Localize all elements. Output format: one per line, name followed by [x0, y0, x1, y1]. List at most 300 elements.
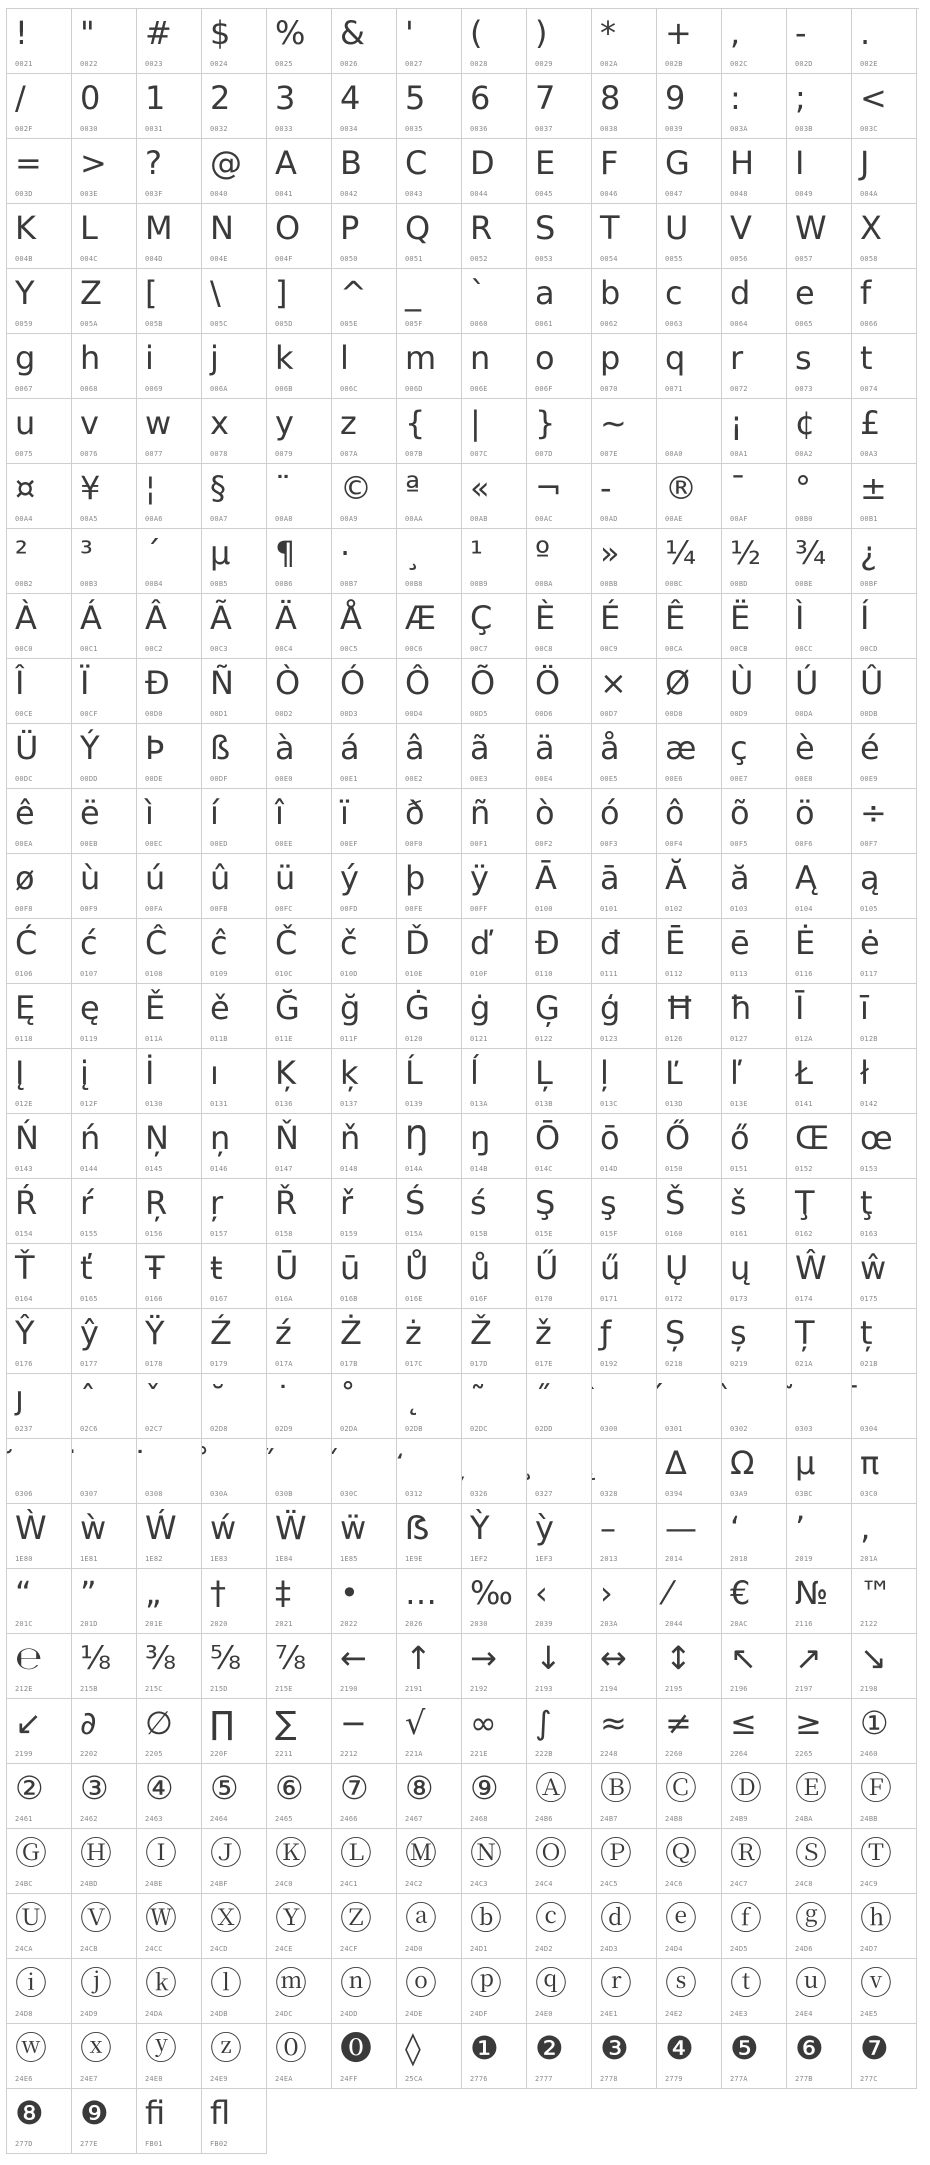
glyph-code: 0155 — [80, 1230, 98, 1238]
glyph-cell — [137, 464, 202, 529]
glyph-char: ∞ — [470, 1704, 497, 1742]
glyph-char: ¿ — [860, 534, 877, 572]
glyph-cell — [397, 269, 462, 334]
glyph-code: 00C0 — [15, 645, 33, 653]
glyph-cell — [137, 1894, 202, 1959]
glyph-cell — [527, 269, 592, 334]
glyph-cell — [852, 1829, 917, 1894]
glyph-code: 0175 — [860, 1295, 878, 1303]
glyph-code: 0039 — [665, 125, 683, 133]
glyph-char: Đ — [535, 924, 560, 962]
glyph-char: Ś — [405, 1184, 426, 1222]
glyph-char: ö — [795, 794, 815, 832]
glyph-char: ñ — [470, 794, 491, 832]
glyph-code: 0029 — [535, 60, 553, 68]
glyph-cell — [397, 659, 462, 724]
glyph-char: â — [405, 729, 425, 767]
glyph-char: È — [535, 599, 556, 637]
glyph-code: 0027 — [405, 60, 423, 68]
glyph-code: 2776 — [470, 2075, 488, 2083]
glyph-char: Ř — [275, 1184, 298, 1222]
glyph-char: Ŷ — [15, 1314, 35, 1352]
glyph-char: Ç — [470, 599, 493, 637]
glyph-code: 015B — [470, 1230, 488, 1238]
glyph-code: 004B — [15, 255, 33, 263]
glyph-code: 00A8 — [275, 515, 293, 523]
glyph-cell — [202, 74, 267, 139]
glyph-code: 015E — [535, 1230, 553, 1238]
glyph-char: ⅞ — [275, 1639, 307, 1677]
glyph-code: 0326 — [470, 1490, 488, 1498]
glyph-char: ⓕ — [730, 1899, 763, 1937]
glyph-char: ė — [860, 924, 880, 962]
glyph-code: 0057 — [795, 255, 813, 263]
glyph-cell — [7, 399, 72, 464]
glyph-char: ② — [15, 1769, 44, 1807]
glyph-char: Ⓠ — [665, 1834, 698, 1872]
glyph-char: „ — [145, 1574, 162, 1612]
glyph-char: ģ — [600, 989, 621, 1027]
glyph-char: å — [600, 729, 620, 767]
glyph-cell — [722, 1179, 787, 1244]
glyph-cell — [462, 1504, 527, 1569]
glyph-cell — [722, 139, 787, 204]
glyph-char: W — [795, 209, 827, 247]
glyph-char: ˘ — [210, 1379, 226, 1417]
glyph-cell — [202, 2089, 267, 2154]
glyph-cell — [137, 269, 202, 334]
glyph-code: 2265 — [795, 1750, 813, 1758]
glyph-code: 0051 — [405, 255, 423, 263]
glyph-char: ⓑ — [470, 1899, 503, 1937]
glyph-code: 24C4 — [535, 1880, 553, 1888]
glyph-char: Ā — [535, 859, 557, 897]
glyph-char: √ — [405, 1704, 426, 1742]
glyph-char: U — [665, 209, 689, 247]
glyph-cell — [527, 1634, 592, 1699]
glyph-code: 24E7 — [80, 2075, 98, 2083]
glyph-char: Ğ — [275, 989, 300, 1027]
glyph-code: 021A — [795, 1360, 813, 1368]
glyph-code: 003E — [80, 190, 98, 198]
glyph-cell — [852, 529, 917, 594]
glyph-char: o — [535, 339, 555, 377]
glyph-char: ź — [275, 1314, 292, 1352]
glyph-code: 0116 — [795, 970, 813, 978]
glyph-cell — [7, 204, 72, 269]
glyph-char: Ů — [405, 1249, 429, 1287]
glyph-char: \ — [210, 274, 221, 312]
glyph-code: 00DF — [210, 775, 228, 783]
glyph-char: ò — [535, 794, 555, 832]
glyph-code: 02C7 — [145, 1425, 163, 1433]
glyph-code: 2020 — [210, 1620, 228, 1628]
glyph-code: 212E — [15, 1685, 33, 1693]
glyph-cell — [527, 594, 592, 659]
glyph-cell — [787, 1439, 852, 1504]
glyph-code: 2197 — [795, 1685, 813, 1693]
glyph-code: 0032 — [210, 125, 228, 133]
glyph-char: Ŵ — [795, 1249, 827, 1287]
glyph-code: 004A — [860, 190, 878, 198]
glyph-cell — [397, 1569, 462, 1634]
glyph-cell — [7, 139, 72, 204]
glyph-cell — [267, 789, 332, 854]
glyph-char: ⓪ — [275, 2029, 308, 2067]
glyph-char: & — [340, 14, 365, 52]
glyph-char: ŕ — [80, 1184, 94, 1222]
glyph-cell — [137, 1699, 202, 1764]
glyph-cell — [462, 1374, 527, 1439]
glyph-cell — [332, 724, 397, 789]
glyph-cell — [137, 789, 202, 854]
glyph-cell — [527, 854, 592, 919]
glyph-cell — [72, 334, 137, 399]
glyph-code: 016B — [340, 1295, 358, 1303]
glyph-cell — [462, 984, 527, 1049]
glyph-code: 201C — [15, 1620, 33, 1628]
glyph-code: 0141 — [795, 1100, 813, 1108]
glyph-cell — [397, 724, 462, 789]
glyph-cell — [397, 1634, 462, 1699]
glyph-code: 006C — [340, 385, 358, 393]
glyph-char: Ⓟ — [600, 1834, 633, 1872]
glyph-char: ô — [665, 794, 685, 832]
glyph-char: ¹ — [470, 534, 483, 572]
glyph-code: 0145 — [145, 1165, 163, 1173]
glyph-cell — [527, 1439, 592, 1504]
glyph-code: 00FB — [210, 905, 228, 913]
glyph-code: 00FF — [470, 905, 488, 913]
glyph-code: 00FC — [275, 905, 293, 913]
glyph-cell — [592, 464, 657, 529]
glyph-cell — [657, 1894, 722, 1959]
glyph-cell — [267, 1959, 332, 2024]
glyph-cell — [527, 724, 592, 789]
glyph-code: 24D1 — [470, 1945, 488, 1953]
glyph-cell — [397, 1894, 462, 1959]
glyph-cell — [72, 1439, 137, 1504]
glyph-code: 25CA — [405, 2075, 423, 2083]
glyph-code: 00F0 — [405, 840, 423, 848]
glyph-char: ‰ — [470, 1574, 513, 1612]
glyph-char: L — [80, 209, 98, 247]
glyph-cell — [72, 399, 137, 464]
glyph-code: 0025 — [275, 60, 293, 68]
glyph-char: Ó — [340, 664, 366, 702]
glyph-cell — [267, 1439, 332, 1504]
glyph-cell — [527, 1894, 592, 1959]
glyph-code: 016A — [275, 1295, 293, 1303]
glyph-char: ŵ — [860, 1249, 887, 1287]
glyph-char: O — [275, 209, 301, 247]
glyph-char: ⓒ — [535, 1899, 568, 1937]
glyph-code: 007B — [405, 450, 423, 458]
glyph-char: e — [795, 274, 815, 312]
glyph-char: ż — [405, 1314, 422, 1352]
glyph-cell — [332, 789, 397, 854]
glyph-cell — [267, 1504, 332, 1569]
glyph-cell — [852, 1894, 917, 1959]
glyph-cell — [787, 594, 852, 659]
glyph-cell — [852, 204, 917, 269]
glyph-char: Ñ — [210, 664, 234, 702]
glyph-cell — [7, 1244, 72, 1309]
glyph-char: ď — [470, 924, 491, 962]
glyph-char: − — [340, 1704, 367, 1742]
glyph-cell — [137, 724, 202, 789]
glyph-char: ð — [405, 794, 425, 832]
glyph-cell — [462, 464, 527, 529]
glyph-cell — [267, 529, 332, 594]
glyph-char: İ — [145, 1054, 155, 1092]
glyph-code: 24D3 — [600, 1945, 618, 1953]
glyph-code: 0075 — [15, 450, 33, 458]
glyph-cell — [332, 919, 397, 984]
glyph-code: 24E2 — [665, 2010, 683, 2018]
glyph-code: 00D5 — [470, 710, 488, 718]
glyph-cell — [72, 2089, 137, 2154]
glyph-code: 2021 — [275, 1620, 293, 1628]
glyph-cell — [592, 1049, 657, 1114]
glyph-code: 20AC — [730, 1620, 748, 1628]
glyph-code: 00FE — [405, 905, 423, 913]
glyph-char: Q — [405, 209, 431, 247]
glyph-cell — [137, 594, 202, 659]
glyph-char: Ł — [795, 1054, 813, 1092]
glyph-cell — [722, 984, 787, 1049]
glyph-char: Z — [80, 274, 102, 312]
glyph-code: 0037 — [535, 125, 553, 133]
glyph-cell — [527, 1699, 592, 1764]
glyph-code: 0070 — [600, 385, 618, 393]
glyph-code: 0108 — [145, 970, 163, 978]
glyph-char: à — [275, 729, 295, 767]
glyph-char: Ẃ — [145, 1509, 177, 1547]
glyph-char: ℮ — [15, 1639, 43, 1677]
glyph-code: 030B — [275, 1490, 293, 1498]
glyph-char: Ⓖ — [15, 1834, 48, 1872]
glyph-code: 0327 — [535, 1490, 553, 1498]
glyph-code: 0142 — [860, 1100, 878, 1108]
glyph-code: 005B — [145, 320, 163, 328]
glyph-cell — [527, 1569, 592, 1634]
glyph-char: õ — [730, 794, 750, 832]
glyph-cell — [267, 984, 332, 1049]
glyph-code: 0028 — [470, 60, 488, 68]
glyph-char: š — [730, 1184, 747, 1222]
glyph-cell — [267, 1309, 332, 1374]
glyph-code: 02DB — [405, 1425, 423, 1433]
glyph-char: Ä — [275, 599, 297, 637]
glyph-char: ≤ — [730, 1704, 757, 1742]
glyph-code: 1E85 — [340, 1555, 358, 1563]
glyph-code: 005E — [340, 320, 358, 328]
glyph-cell — [852, 2024, 917, 2089]
glyph-cell — [137, 2089, 202, 2154]
glyph-cell — [592, 1504, 657, 1569]
glyph-cell — [397, 1959, 462, 2024]
glyph-char: Î — [15, 664, 25, 702]
glyph-code: 014D — [600, 1165, 618, 1173]
glyph-cell — [137, 74, 202, 139]
glyph-cell — [397, 2024, 462, 2089]
glyph-char: ⓐ — [405, 1899, 438, 1937]
glyph-code: 004F — [275, 255, 293, 263]
glyph-code: 0078 — [210, 450, 228, 458]
glyph-char: Ō — [535, 1119, 561, 1157]
glyph-code: 00B1 — [860, 515, 878, 523]
glyph-code: 0038 — [600, 125, 618, 133]
glyph-char: ı — [210, 1054, 219, 1092]
glyph-cell — [592, 1569, 657, 1634]
glyph-cell — [332, 1959, 397, 2024]
glyph-code: 2190 — [340, 1685, 358, 1693]
glyph-code: 0048 — [730, 190, 748, 198]
glyph-code: 00A2 — [795, 450, 813, 458]
glyph-cell — [527, 919, 592, 984]
glyph-cell — [332, 1244, 397, 1309]
glyph-cell — [267, 919, 332, 984]
glyph-char: Č — [275, 924, 298, 962]
glyph-cell — [787, 1634, 852, 1699]
glyph-char: ⓖ — [795, 1899, 828, 1937]
glyph-cell — [202, 1959, 267, 2024]
glyph-cell — [332, 984, 397, 1049]
glyph-cell — [527, 984, 592, 1049]
glyph-code: 00E9 — [860, 775, 878, 783]
glyph-code: 00A0 — [665, 450, 683, 458]
glyph-code: 0073 — [795, 385, 813, 393]
glyph-cell — [462, 659, 527, 724]
glyph-cell — [722, 2024, 787, 2089]
glyph-code: 00B9 — [470, 580, 488, 588]
glyph-cell — [72, 139, 137, 204]
glyph-char: ⓿ — [340, 2029, 373, 2067]
glyph-char: Ć — [15, 924, 38, 962]
glyph-char: D — [470, 144, 495, 182]
glyph-char: í — [210, 794, 219, 832]
glyph-code: 0167 — [210, 1295, 228, 1303]
glyph-char: # — [145, 14, 172, 52]
glyph-code: 00DC — [15, 775, 33, 783]
glyph-cell — [202, 204, 267, 269]
glyph-char: » — [600, 534, 620, 572]
glyph-char: ( — [470, 14, 483, 52]
glyph-code: 0143 — [15, 1165, 33, 1173]
glyph-char: Ⓧ — [210, 1899, 243, 1937]
glyph-cell — [397, 204, 462, 269]
glyph-cell — [852, 919, 917, 984]
glyph-code: 004D — [145, 255, 163, 263]
glyph-cell — [462, 269, 527, 334]
glyph-code: 0076 — [80, 450, 98, 458]
glyph-cell — [72, 1764, 137, 1829]
glyph-cell — [527, 1504, 592, 1569]
glyph-cell — [7, 1049, 72, 1114]
glyph-code: 0178 — [145, 1360, 163, 1368]
glyph-code: 2195 — [665, 1685, 683, 1693]
glyph-code: 0152 — [795, 1165, 813, 1173]
glyph-cell — [397, 1049, 462, 1114]
glyph-char: ț — [860, 1314, 873, 1352]
glyph-code: 24CC — [145, 1945, 163, 1953]
glyph-code: 221E — [470, 1750, 488, 1758]
glyph-code: 005A — [80, 320, 98, 328]
glyph-char: l — [340, 339, 349, 377]
glyph-cell — [7, 724, 72, 789]
glyph-cell — [592, 2024, 657, 2089]
glyph-char: ‚ — [860, 1509, 871, 1547]
glyph-cell — [72, 204, 137, 269]
glyph-cell — [72, 789, 137, 854]
glyph-cell — [462, 1049, 527, 1114]
glyph-code: 0045 — [535, 190, 553, 198]
glyph-cell — [462, 1829, 527, 1894]
glyph-code: 017C — [405, 1360, 423, 1368]
glyph-char: ŗ — [210, 1184, 224, 1222]
glyph-cell — [462, 1699, 527, 1764]
glyph-char: ľ — [730, 1054, 742, 1092]
glyph-cell — [202, 1634, 267, 1699]
glyph-cell — [592, 9, 657, 74]
glyph-cell — [722, 1569, 787, 1634]
glyph-code: 00D0 — [145, 710, 163, 718]
glyph-cell — [332, 1114, 397, 1179]
glyph-cell — [852, 659, 917, 724]
glyph-char: ¢ — [795, 404, 816, 442]
glyph-cell — [657, 2024, 722, 2089]
glyph-char: v — [80, 404, 99, 442]
glyph-code: 00A1 — [730, 450, 748, 458]
glyph-code: 02D9 — [275, 1425, 293, 1433]
glyph-code: 00ED — [210, 840, 228, 848]
glyph-cell — [137, 1504, 202, 1569]
glyph-cell — [787, 204, 852, 269]
glyph-char: ❺ — [730, 2029, 759, 2067]
glyph-code: 0307 — [80, 1490, 98, 1498]
glyph-char: ← — [340, 1639, 367, 1677]
glyph-char: ő — [730, 1119, 750, 1157]
glyph-char: Ŕ — [15, 1184, 38, 1222]
glyph-cell — [462, 854, 527, 919]
glyph-char: Ň — [275, 1119, 299, 1157]
glyph-char: 7 — [535, 79, 556, 117]
glyph-char: ‘ — [730, 1509, 741, 1547]
glyph-cell — [72, 1114, 137, 1179]
glyph-cell — [397, 1309, 462, 1374]
glyph-cell — [462, 139, 527, 204]
glyph-char: ø — [15, 859, 35, 897]
glyph-char: ï — [340, 794, 349, 832]
glyph-code: 215C — [145, 1685, 163, 1693]
glyph-cell — [202, 1244, 267, 1309]
glyph-code: 00CD — [860, 645, 878, 653]
glyph-code: 0170 — [535, 1295, 553, 1303]
glyph-cell — [527, 1114, 592, 1179]
glyph-cell — [462, 1244, 527, 1309]
glyph-code: 0036 — [470, 125, 488, 133]
glyph-char: 8 — [600, 79, 621, 117]
glyph-cell — [332, 529, 397, 594]
glyph-code: 24C0 — [275, 1880, 293, 1888]
glyph-char: H — [730, 144, 755, 182]
glyph-cell — [722, 1244, 787, 1309]
glyph-code: 0237 — [15, 1425, 33, 1433]
glyph-code: 0154 — [15, 1230, 33, 1238]
glyph-code: 2463 — [145, 1815, 163, 1823]
glyph-cell — [787, 334, 852, 399]
